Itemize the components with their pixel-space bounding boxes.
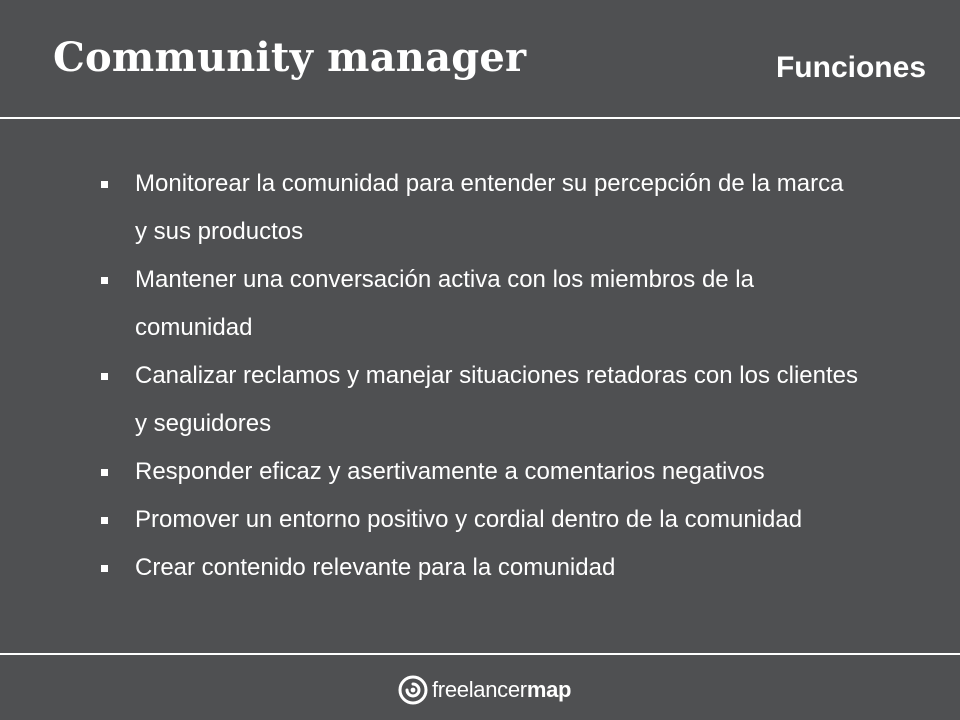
list-item-text: Promover un entorno positivo y cordial dentro de la comunidad <box>135 506 803 533</box>
list-item-text: Monitorear la comunidad para entender su percepción de la marca y sus productos <box>135 170 844 245</box>
list-item <box>100 544 860 592</box>
square-bullet-icon <box>101 181 108 188</box>
freelancermap-logo-icon <box>398 675 428 705</box>
list-item-text: Crear contenido relevante para la comunidad <box>135 554 616 581</box>
list-item <box>100 448 860 496</box>
logo-wordmark <box>432 675 571 705</box>
list-item <box>100 496 860 544</box>
page-title: Community manager <box>53 34 527 81</box>
list-item-text: Responder eficaz y asertivamente a comentarios negativos <box>135 458 765 485</box>
square-bullet-icon <box>101 517 108 524</box>
header-divider <box>0 117 960 119</box>
logo-text-light: freelancer <box>432 677 527 702</box>
square-bullet-icon <box>101 469 108 476</box>
square-bullet-icon <box>101 373 108 380</box>
list-item-text: Canalizar reclamos y manejar situaciones retadoras con los clientes y seguidores <box>135 362 858 437</box>
functions-list <box>100 160 860 592</box>
square-bullet-icon <box>101 565 108 572</box>
page-subtitle: Funciones <box>775 51 926 84</box>
list-item <box>100 256 860 352</box>
freelancermap-logo <box>398 672 571 708</box>
square-bullet-icon <box>101 277 108 284</box>
list-item <box>100 352 860 448</box>
list-item-text: Mantener una conversación activa con los miembros de la comunidad <box>135 266 754 341</box>
logo-text-bold: map <box>526 677 572 702</box>
footer-divider <box>0 653 960 655</box>
list-item <box>100 160 860 256</box>
